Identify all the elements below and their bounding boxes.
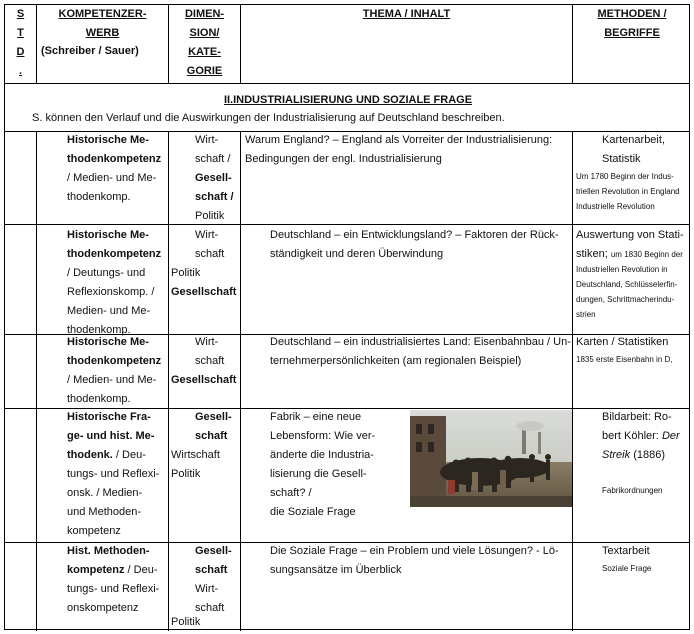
col-divider bbox=[572, 131, 573, 631]
col-divider bbox=[36, 131, 37, 631]
painting-der-streik bbox=[410, 410, 572, 507]
painting-graphic bbox=[410, 410, 572, 507]
col-divider bbox=[240, 131, 241, 631]
row-divider bbox=[5, 83, 689, 84]
section-goal: S. können den Verlauf und die Auswirkungen der Industrialisierung auf Deutschland beschreiben. bbox=[32, 112, 505, 124]
col-divider bbox=[168, 131, 169, 631]
curriculum-table: S T D . KOMPETENZER- WERB (Schreiber / Sauer) DIMEN- SION/ KATE- GORIE THEMA / INHALT METHODEN / BEGRIFFE II.INDUSTRIALISIERUNG UND SOZIALE FRAGE S. können den Verlauf und die Auswirkungen der Industrialisierung auf Deutschland beschreiben. Historische Me- thodenkompetenz / Medien- und Me- thodenkomp. Wirt- schaft / Gesell- schaft / Politik Warum England? – England als Vorreiter der Industrialisierung: Bedingungen der engl. Industrialisierung Kartenarbeit, Statistik Um 1780 Beginn der Indus- triellen Revolution in England Industrielle Revolution Historische Me- thodenkompetenz / Deutungs- und Reflexionskomp. / Medien- und Me- thodenkomp. Wirt- schaft Politik Gesellschaft Deutschland – ein Entwicklungsland? – Faktoren der Rück- ständigkeit und deren Überwindung Auswertung von Stati- stiken; um 1830 Beginn der Industriellen Revolution in Deutschland, Schlüsselerfin- dungen, Schrittmacherindu- strien Historische Me- thodenkompetenz / Medien- und Me- thodenkomp. Wirt- schaft Gesellschaft Deutschland – ein industrialisiertes Land: Eisenbahnbau / Un- ternehmerpersönlichkeiten (am regionalen Beispiel) Karten / Statistiken 1835 erste Eisenbahn in D, Historische Fra- ge- und hist. Me- thodenk. / Deu- tungs- und Reflexi- onsk. / Medien- und Methoden- kompetenz Gesell- schaft Wirtschaft Politik Fabrik – eine neue Lebensform: Wie ver- änderte die Industria- lisierung die Gesell- schaft? / die Soziale Frage Bildarbeit: Ro- bert Köhler: Der Streik (1886) Fabrikordnungen Hist. Methoden- kompetenz / Deu- tungs- und Reflexi- onskompetenz Gesell- schaft Wirt- schaft Politik Die Soziale Frage – ein Problem und viele Lösungen? - Lö- sungsansätze im Überblick Textarbeit Soziale Frage bbox=[4, 4, 690, 630]
header-thema: THEMA / INHALT bbox=[362, 8, 451, 20]
row-divider bbox=[5, 224, 689, 225]
section-title: II.INDUSTRIALISIERUNG UND SOZIALE FRAGE bbox=[223, 94, 473, 106]
